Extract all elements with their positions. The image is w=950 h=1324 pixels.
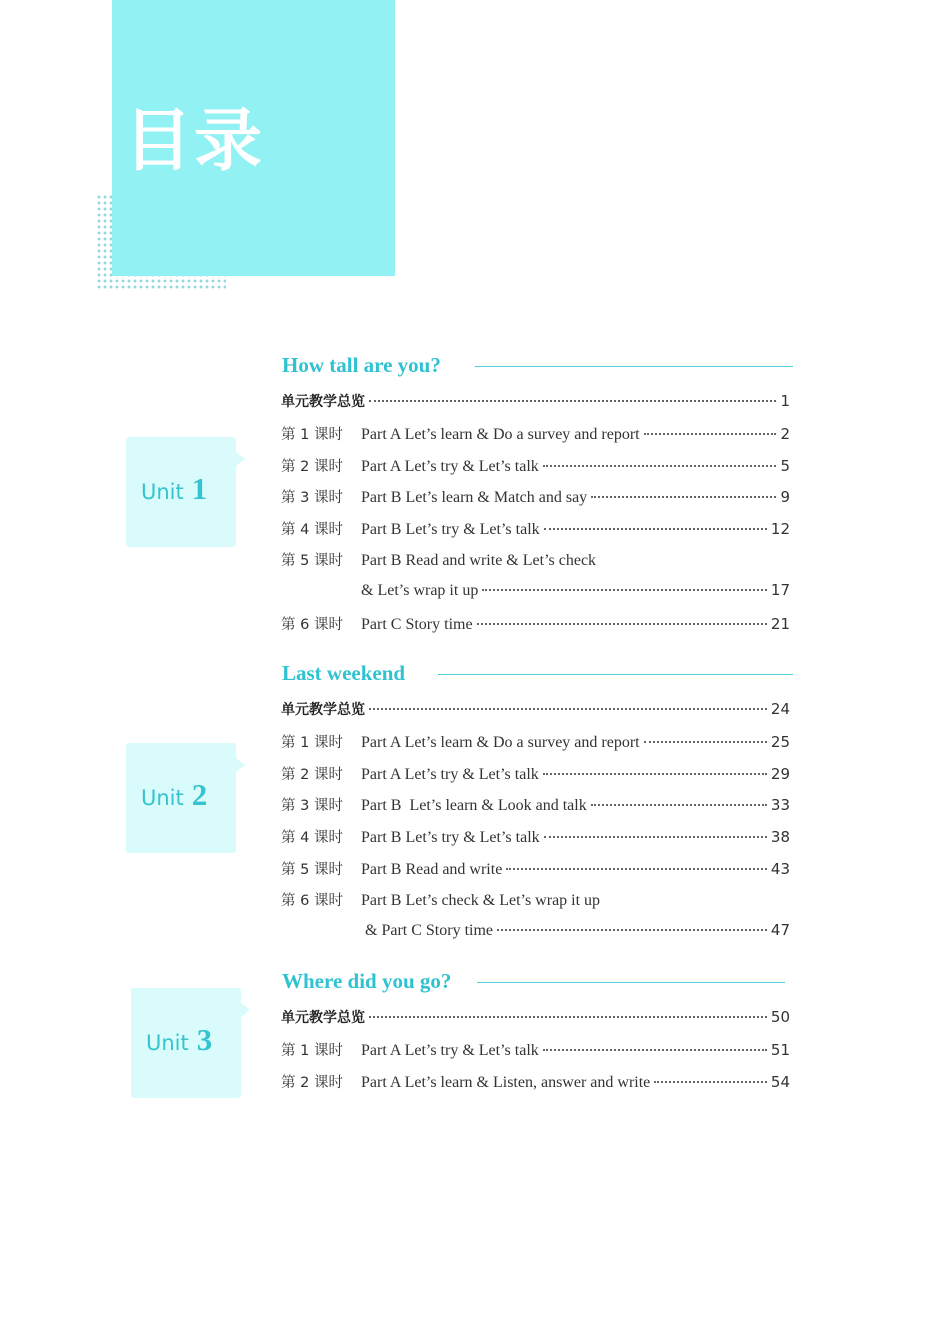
entry-text: Part A Let’s learn & Do a survey and report: [361, 426, 640, 443]
toc-entry-continued[interactable]: [281, 581, 790, 603]
entry-text: Part A Let’s learn & Do a survey and report: [361, 734, 640, 751]
page-number: 1: [780, 392, 790, 410]
toc-entry[interactable]: [281, 731, 790, 753]
unit-1-title: How tall are you?: [282, 352, 441, 377]
page-number: 33: [770, 796, 790, 814]
dot-leader: [369, 399, 776, 402]
entry-text: & Let’s wrap it up: [361, 582, 479, 599]
unit-word: Unit: [146, 1031, 189, 1055]
toc-entry-overview[interactable]: [281, 1007, 790, 1029]
toc-entry[interactable]: [281, 858, 790, 880]
lesson-label: 第 5 课时: [281, 553, 343, 569]
dot-leader: [482, 588, 767, 591]
toc-entry[interactable]: [281, 486, 790, 508]
lesson-label: 第 4 课时: [281, 522, 343, 538]
toc-entry-continued[interactable]: [281, 921, 790, 943]
unit-word: Unit: [141, 480, 184, 504]
title-rule: [477, 982, 785, 983]
entry-text: Part B Let’s try & Let’s talk: [361, 829, 540, 846]
dot-leader: [544, 527, 767, 530]
overview-label: 单元教学总览: [281, 702, 365, 718]
unit-number: 3: [196, 1022, 213, 1057]
page-number: 5: [780, 457, 790, 475]
page-number: 38: [770, 828, 790, 846]
unit-number: 1: [191, 471, 208, 506]
toc-entry[interactable]: [281, 1039, 790, 1061]
dot-leader: [543, 772, 767, 775]
dot-leader: [543, 1048, 767, 1051]
dot-leader: [369, 707, 767, 710]
toc-entry[interactable]: [281, 518, 790, 540]
toc-entry[interactable]: [281, 549, 790, 571]
page-number: 12: [770, 520, 790, 538]
toc-entry-overview[interactable]: [281, 699, 790, 721]
entry-text: Part B Read and write & Let’s check: [361, 552, 597, 569]
lesson-label: 第 3 课时: [281, 798, 343, 814]
dot-leader: [369, 1015, 767, 1018]
page-number: 50: [770, 1008, 790, 1026]
dot-leader: [591, 803, 767, 806]
unit-word: Unit: [141, 786, 184, 810]
dot-leader: [644, 432, 777, 435]
entry-text: Part B Let’s check & Let’s wrap it up: [361, 892, 601, 909]
entry-text: Part B Let’s learn & Look and talk: [361, 797, 587, 814]
page-number: 29: [770, 765, 790, 783]
toc-entry[interactable]: [281, 613, 790, 635]
entry-text: & Part C Story time: [365, 922, 493, 939]
lesson-label: 第 2 课时: [281, 459, 343, 475]
page-number: 51: [770, 1041, 790, 1059]
dot-leader: [591, 495, 776, 498]
lesson-label: 第 1 课时: [281, 427, 343, 443]
lesson-label: 第 2 课时: [281, 767, 343, 783]
unit-2-title: Last weekend: [282, 660, 406, 685]
lesson-label: 第 3 课时: [281, 490, 343, 506]
dot-leader: [544, 835, 767, 838]
page-number: 2: [780, 425, 790, 443]
toc-entry[interactable]: [281, 1071, 790, 1093]
dot-leader: [644, 740, 767, 743]
entry-text: Part B Let’s learn & Match and say: [361, 489, 588, 506]
entry-text: Part A Let’s learn & Listen, answer and write: [361, 1074, 651, 1091]
unit-3-title: Where did you go?: [282, 968, 452, 993]
entry-text: Part B Read and write: [361, 861, 503, 878]
page-number: 24: [770, 700, 790, 718]
page-number: 43: [770, 860, 790, 878]
toc-entry[interactable]: [281, 826, 790, 848]
overview-label: 单元教学总览: [281, 1010, 365, 1026]
unit-1-badge: [126, 437, 236, 547]
lesson-label: 第 6 课时: [281, 617, 343, 633]
page-number: 17: [770, 581, 790, 599]
lesson-label: 第 6 课时: [281, 893, 343, 909]
toc-entry[interactable]: [281, 423, 790, 445]
dot-leader: [654, 1080, 767, 1083]
lesson-label: 第 4 课时: [281, 830, 343, 846]
unit-3-badge: [131, 988, 241, 1098]
entry-text: Part A Let’s try & Let’s talk: [361, 766, 539, 783]
toc-entry[interactable]: [281, 889, 790, 911]
overview-label: 单元教学总览: [281, 394, 365, 410]
entry-text: Part A Let’s try & Let’s talk: [361, 1042, 539, 1059]
page-number: 54: [770, 1073, 790, 1091]
dot-leader: [543, 464, 777, 467]
unit-2-badge: [126, 743, 236, 853]
lesson-label: 第 5 课时: [281, 862, 343, 878]
dot-leader: [477, 622, 767, 625]
page-title: 目录: [124, 102, 265, 181]
lesson-label: 第 2 课时: [281, 1075, 343, 1091]
entry-text: Part B Let’s try & Let’s talk: [361, 521, 540, 538]
toc-entry-overview[interactable]: [281, 391, 790, 413]
toc-entry[interactable]: [281, 763, 790, 785]
entry-text: Part C Story time: [361, 616, 473, 633]
page-number: 47: [770, 921, 790, 939]
entry-text: Part A Let’s try & Let’s talk: [361, 458, 539, 475]
dot-leader: [497, 928, 767, 931]
page-number: 21: [770, 615, 790, 633]
dot-leader: [506, 867, 767, 870]
lesson-label: 第 1 课时: [281, 1043, 343, 1059]
title-rule: [475, 366, 793, 367]
toc-entry[interactable]: [281, 794, 790, 816]
page-number: 25: [770, 733, 790, 751]
title-rule: [438, 674, 793, 675]
lesson-label: 第 1 课时: [281, 735, 343, 751]
page-number: 9: [780, 488, 790, 506]
toc-entry[interactable]: [281, 455, 790, 477]
unit-number: 2: [191, 777, 208, 812]
